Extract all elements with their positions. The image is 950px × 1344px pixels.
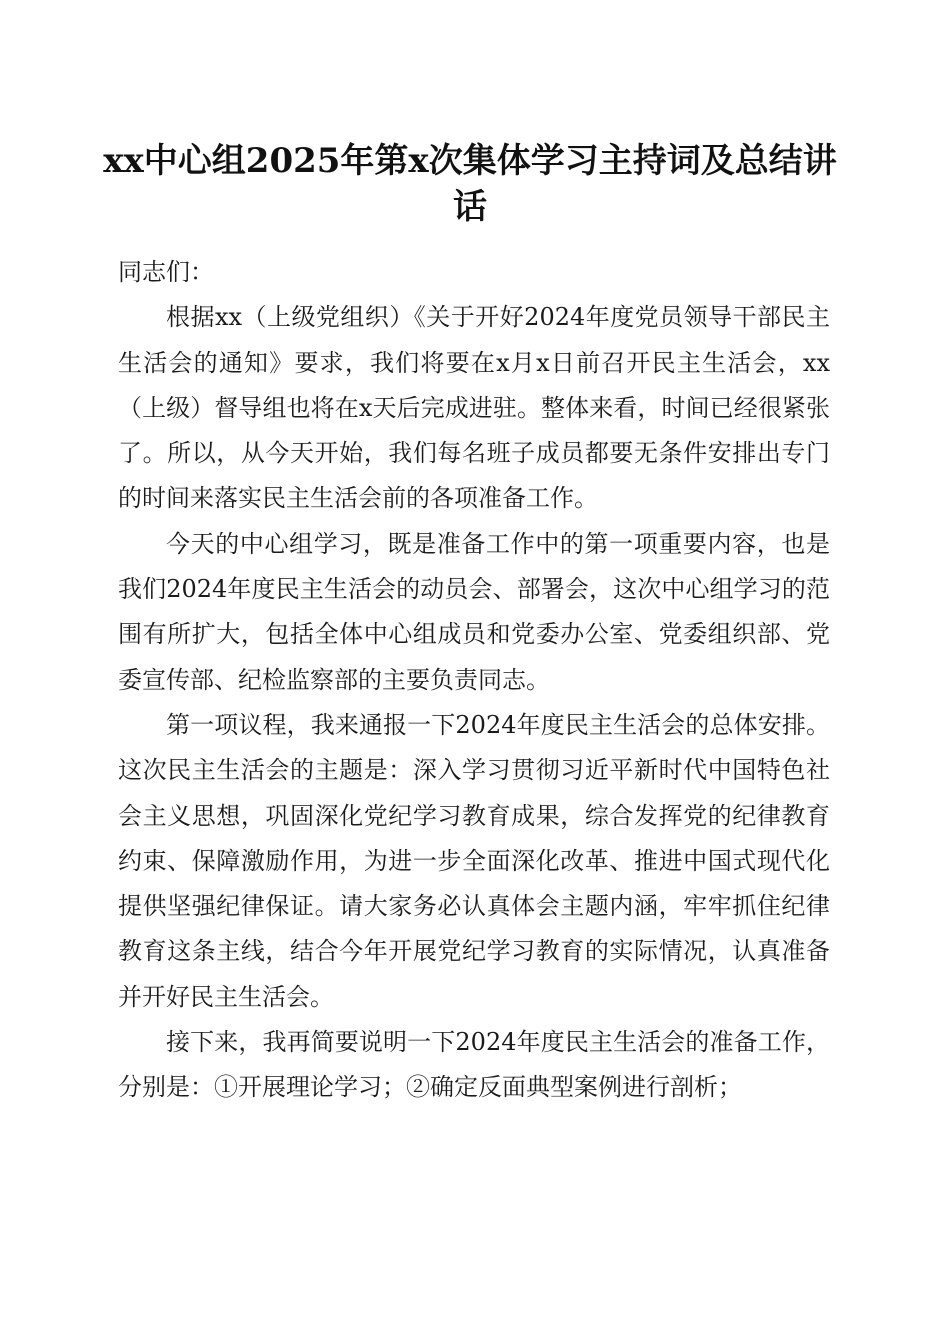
- paragraph-2: 今天的中心组学习，既是准备工作中的第一项重要内容，也是我们2024年度民主生活会的动员会、部署会，这次中心组学习的范围有所扩大，包括全体中心组成员和党委办公室、党委组织部、党委宣传部、纪检监察部的主要负责同志。: [118, 529, 830, 694]
- paragraph-4: 接下来，我再简要说明一下2024年度民主生活会的准备工作，分别是：①开展理论学习；②确定反面典型案例进行剖析；: [118, 1028, 830, 1102]
- document-title: xx中心组2025年第x次集体学习主持词及总结讲话: [103, 141, 837, 227]
- paragraph-3: 第一项议程，我来通报一下2024年度民主生活会的总体安排。这次民主生活会的主题是：深入学习贯彻习近平新时代中国特色社会主义思想，巩固深化党纪学习教育成果，综合发挥党的纪律教育约束、保障激励作用，为进一步全面深化改革、推进中国式现代化提供坚强纪律保证。请大家务必认真体会主题内涵，牢牢抓住纪律教育这条主线，结合今年开展党纪学习教育的实际情况，认真准备并开好民主生活会。: [118, 710, 830, 1011]
- document-body: [118, 250, 830, 1111]
- paragraph-1: 根据xx（上级党组织）《关于开好2024年度党员领导干部民主生活会的通知》要求，我们将要在x月x日前召开民主生活会，xx（上级）督导组也将在x天后完成进驻。整体来看，时间已经很紧张了。所以，从今天开始，我们每名班子成员都要无条件安排出专门的时间来落实民主生活会前的各项准备工作。: [118, 303, 830, 513]
- salutation: 同志们：: [118, 258, 214, 286]
